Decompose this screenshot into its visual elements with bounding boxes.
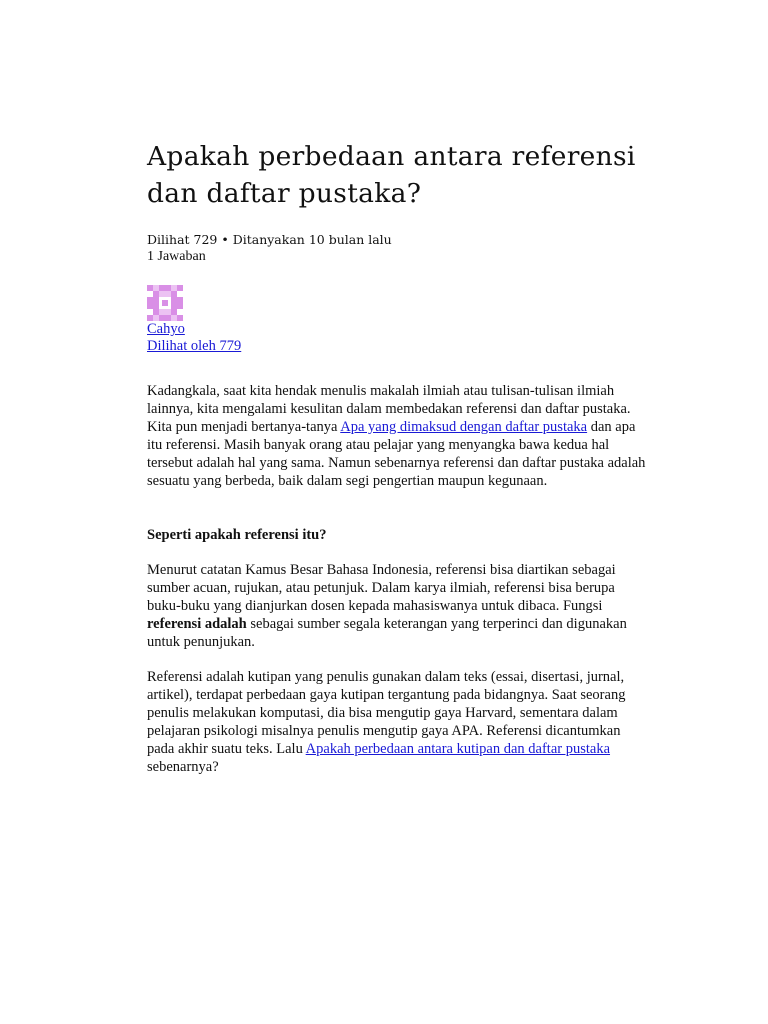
citation-paragraph <box>147 668 647 776</box>
intro-text-a: Kadangkala, saat kita hendak menulis makalah ilmiah atau tulisan-tulisan ilmiah lainnya, kita mengalami kesulitan dalam membedakan referensi dan daftar pustaka. Kita pun menjadi bertanya-tanya <box>147 383 631 435</box>
article-title <box>147 138 647 212</box>
article-meta <box>147 231 647 248</box>
asked-time: Ditanyakan 10 bulan lalu <box>232 232 392 247</box>
daftar-pustaka-link[interactable]: Apa yang dimaksud dengan daftar pustaka <box>340 419 588 435</box>
kutipan-link[interactable]: Apakah perbedaan antara kutipan dan daftar pustaka <box>305 741 611 757</box>
meta-separator: • <box>217 232 233 247</box>
intro-paragraph <box>147 382 647 490</box>
avatar-icon[interactable] <box>147 285 183 321</box>
citation-text-a: Referensi adalah kutipan yang penulis gunakan dalam teks (essai, disertasi, jurnal, artikel), terdapat perbedaan gaya kutipan tergantung pada bidangnya. Saat seorang penulis melakukan komputasi, dia bisa mengutip gaya Harvard, sementara dalam pelajaran psikologi misalnya penulis mengutip gaya APA. Referensi dicantumkan pada akhir suatu teks. Lalu <box>147 669 626 757</box>
citation-text-b: sebenarnya? <box>147 759 219 775</box>
definition-bold: referensi adalah <box>147 616 247 632</box>
viewed-by-link[interactable]: Dilihat oleh 779 <box>147 338 242 354</box>
intro-text-b: dan apa itu referensi. Masih banyak orang atau pelajar yang menyangka bawa kedua hal tersebut adalah hal yang sama. Namun sebenarnya referensi dan daftar pustaka adalah sesuatu yang berbeda, baik dalam segi pengertian maupun kegunaan. <box>147 419 646 489</box>
answer-count: 1 Jawaban <box>147 249 206 264</box>
title-line-2: dan daftar pustaka? <box>147 178 422 209</box>
definition-text-a: Menurut catatan Kamus Besar Bahasa Indonesia, referensi bisa diartikan sebagai sumber acuan, rujukan, atau petunjuk. Dalam karya ilmiah, referensi bisa berupa buku-buku yang dianjurkan dosen kepada mahasiswanya untuk dibaca. Fungsi <box>147 562 616 614</box>
title-line-1: Apakah perbedaan antara referensi <box>147 141 636 172</box>
definition-text-b: sebagai sumber segala keterangan yang terperinci dan digunakan untuk penunjukan. <box>147 616 627 650</box>
definition-paragraph <box>147 561 647 651</box>
view-count: Dilihat 729 <box>147 232 218 247</box>
section-heading: Seperti apakah referensi itu? <box>147 527 327 543</box>
author-name-link[interactable]: Cahyo <box>147 321 185 337</box>
article-content <box>147 138 647 776</box>
author-info <box>147 321 647 355</box>
